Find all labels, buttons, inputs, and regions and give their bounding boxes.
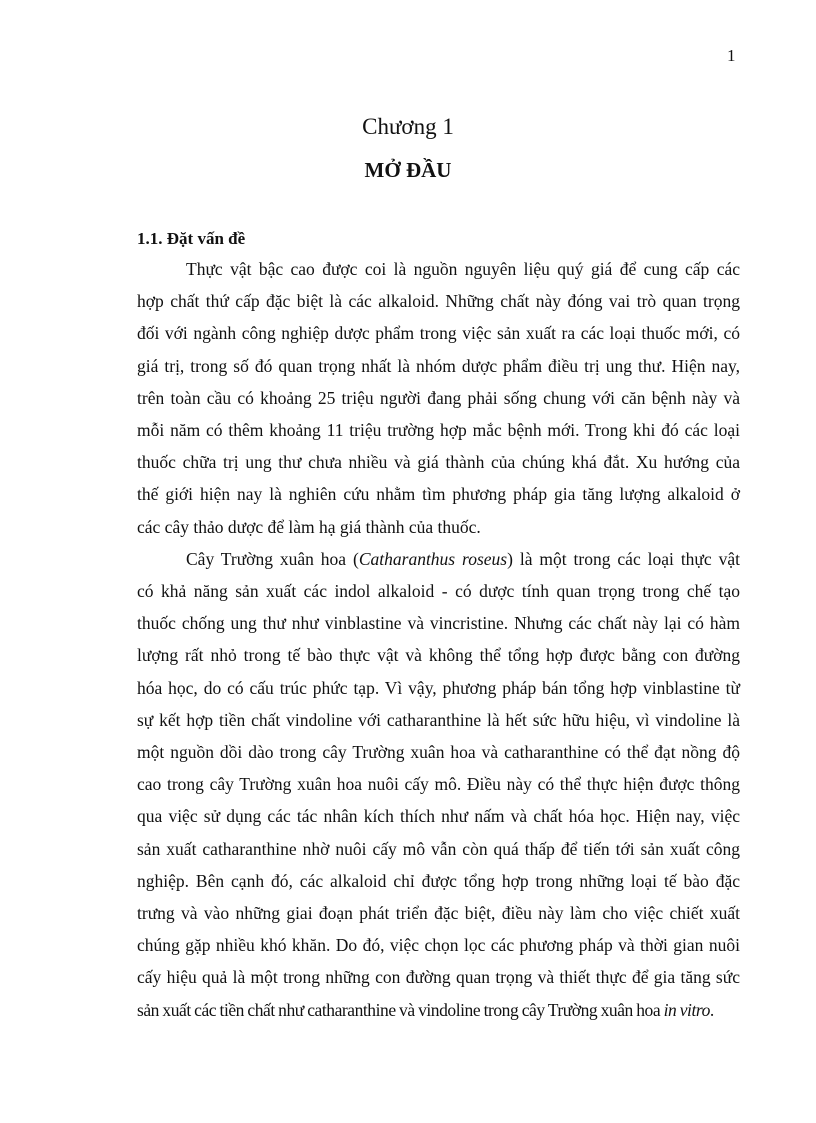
page-number: 1 bbox=[727, 46, 736, 65]
text-line: một nguồn dồi dào trong cây Trường xuân hoa và catharanthine có thể đạt nồng độ bbox=[137, 742, 740, 763]
text-line: sự kết hợp tiền chất vindoline với catharanthine là hết sức hữu hiệu, vì vindoline là bbox=[137, 709, 740, 730]
text-line: thuốc chống ung thư như vinblastine và vincristine. Nhưng các chất này lại có hàm bbox=[137, 613, 740, 634]
chapter-title: Chương 1 bbox=[362, 114, 454, 139]
text-line: thế giới hiện nay là nghiên cứu nhằm tìm phương pháp gia tăng lượng alkaloid ở bbox=[137, 484, 740, 505]
text-line: hợp chất thứ cấp đặc biệt là các alkaloid. Những chất này đóng vai trò quan trọng bbox=[137, 291, 740, 312]
text-line: sản xuất catharanthine nhờ nuôi cấy mô vẫn còn quá thấp để tiến tới sản xuất công bbox=[137, 838, 740, 859]
in-vitro-term: in vitro bbox=[663, 999, 710, 1020]
text-line: mỗi năm có thêm khoảng 11 triệu trường hợp mắc bệnh mới. Trong khi đó các loại bbox=[137, 420, 740, 441]
section-heading: 1.1. Đặt vấn đề bbox=[137, 229, 246, 248]
paragraph-1 bbox=[137, 253, 740, 543]
paragraph-2 bbox=[137, 543, 740, 1026]
text-line: đối với ngành công nghiệp dược phẩm trong việc sản xuất ra các loại thuốc mới, có bbox=[137, 323, 740, 344]
text-line: nghiệp. Bên cạnh đó, các alkaloid chỉ được tổng hợp trong những loại tế bào đặc bbox=[137, 870, 740, 891]
text-line: có khả năng sản xuất các indol alkaloid - có dược tính quan trọng trong chế tạo bbox=[137, 581, 740, 602]
text-line: trên toàn cầu có khoảng 25 triệu người đang phải sống chung với căn bệnh này và bbox=[137, 387, 740, 408]
text-line: chúng gặp nhiều khó khăn. Do đó, việc chọn lọc các phương pháp và thời gian nuôi bbox=[137, 935, 740, 956]
text-segment: ) là một trong các loại thực vật bbox=[507, 548, 740, 569]
text-line: cao trong cây Trường xuân hoa nuôi cấy mô. Điều này có thể thực hiện được thông bbox=[137, 774, 740, 795]
text-line: hóa học, do có cấu trúc phức tạp. Vì vậy, phương pháp bán tổng hợp vinblastine từ bbox=[137, 677, 740, 698]
text-line: lượng rất nhỏ trong tế bào thực vật và không thể tổng hợp được bằng con đường bbox=[137, 645, 740, 666]
text-segment: sản xuất các tiền chất như catharanthine và vindoline trong cây Trường xuân hoa bbox=[137, 999, 664, 1020]
text-line: Thực vật bậc cao được coi là nguồn nguyên liệu quý giá để cung cấp các bbox=[186, 259, 740, 279]
chapter-subtitle: MỞ ĐẦU bbox=[364, 158, 452, 182]
text-line: thuốc chữa trị ung thư chưa nhiều và giá thành của chúng khá đắt. Xu hướng của bbox=[137, 452, 740, 473]
text-segment: . bbox=[709, 999, 714, 1020]
body-text bbox=[137, 253, 740, 1026]
text-line: giá trị, trong số đó quan trọng nhất là nhóm dược phẩm điều trị ung thư. Hiện nay, bbox=[137, 355, 740, 376]
text-line: trưng và vào những giai đoạn phát triển đặc biệt, điều này làm cho việc chiết xuất bbox=[137, 903, 740, 924]
text-segment: Cây Trường xuân hoa ( bbox=[186, 548, 359, 569]
text-line bbox=[137, 994, 740, 1026]
text-line: các cây thảo dược để làm hạ giá thành của thuốc. bbox=[137, 516, 481, 537]
text-line bbox=[137, 543, 740, 575]
species-name: Catharanthus roseus bbox=[358, 548, 508, 569]
text-line: cấy hiệu quả là một trong những con đường quan trọng và thiết thực để gia tăng sức bbox=[137, 967, 740, 988]
text-line: qua việc sử dụng các tác nhân kích thích như nấm và chất hóa học. Hiện nay, việc bbox=[137, 806, 740, 827]
